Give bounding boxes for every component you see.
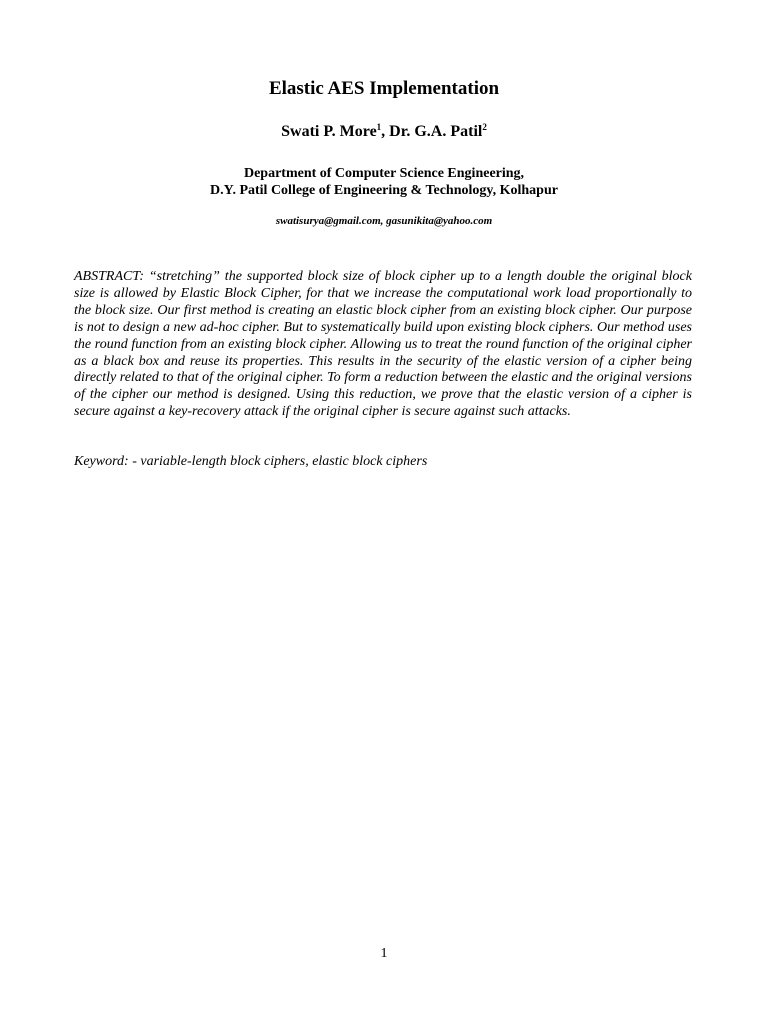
keywords-text: Keyword: - variable-length block ciphers, elastic block ciphers [74, 454, 428, 469]
author-line [0, 123, 768, 141]
affiliation-block [0, 165, 768, 199]
author-name: Dr. G.A. Patil [389, 123, 483, 140]
affiliation-mark: 2 [482, 122, 487, 132]
paper-title: Elastic AES Implementation [268, 78, 500, 99]
affiliation-line: Department of Computer Science Engineering, [243, 166, 525, 181]
page-number: 1 [380, 946, 388, 961]
author-name: Swati P. More [281, 123, 377, 140]
abstract-text: ABSTRACT: “stretching” the supported block size of block cipher up to a length double the original block size is allowed by Elastic Block Cipher, for that we increase the computational work load proportionally to the block size. Our first method is creating an elastic block cipher from an existing block cipher. Our purpose is not to design a new ad-hoc cipher. But to systematically build upon existing block ciphers. Our method uses the round function from an existing block cipher. Allowing us to treat the round function of the original cipher as a black box and reuse its properties. This results in the security of the elastic version of a cipher being directly related to that of the original cipher. To form a reduction between the elastic and the original versions of the cipher our method is designed. Using this reduction, we prove that the elastic version of a cipher is secure against a key-recovery attack if the original cipher is secure against such attacks. [74, 269, 692, 420]
author-separator: , [381, 123, 390, 140]
affiliation-mark: 1 [376, 122, 382, 132]
affiliation-line: D.Y. Patil College of Engineering & Technology, Kolhapur [210, 183, 558, 198]
author-emails: swatisurya@gmail.com, gasunikita@yahoo.com [275, 215, 493, 227]
